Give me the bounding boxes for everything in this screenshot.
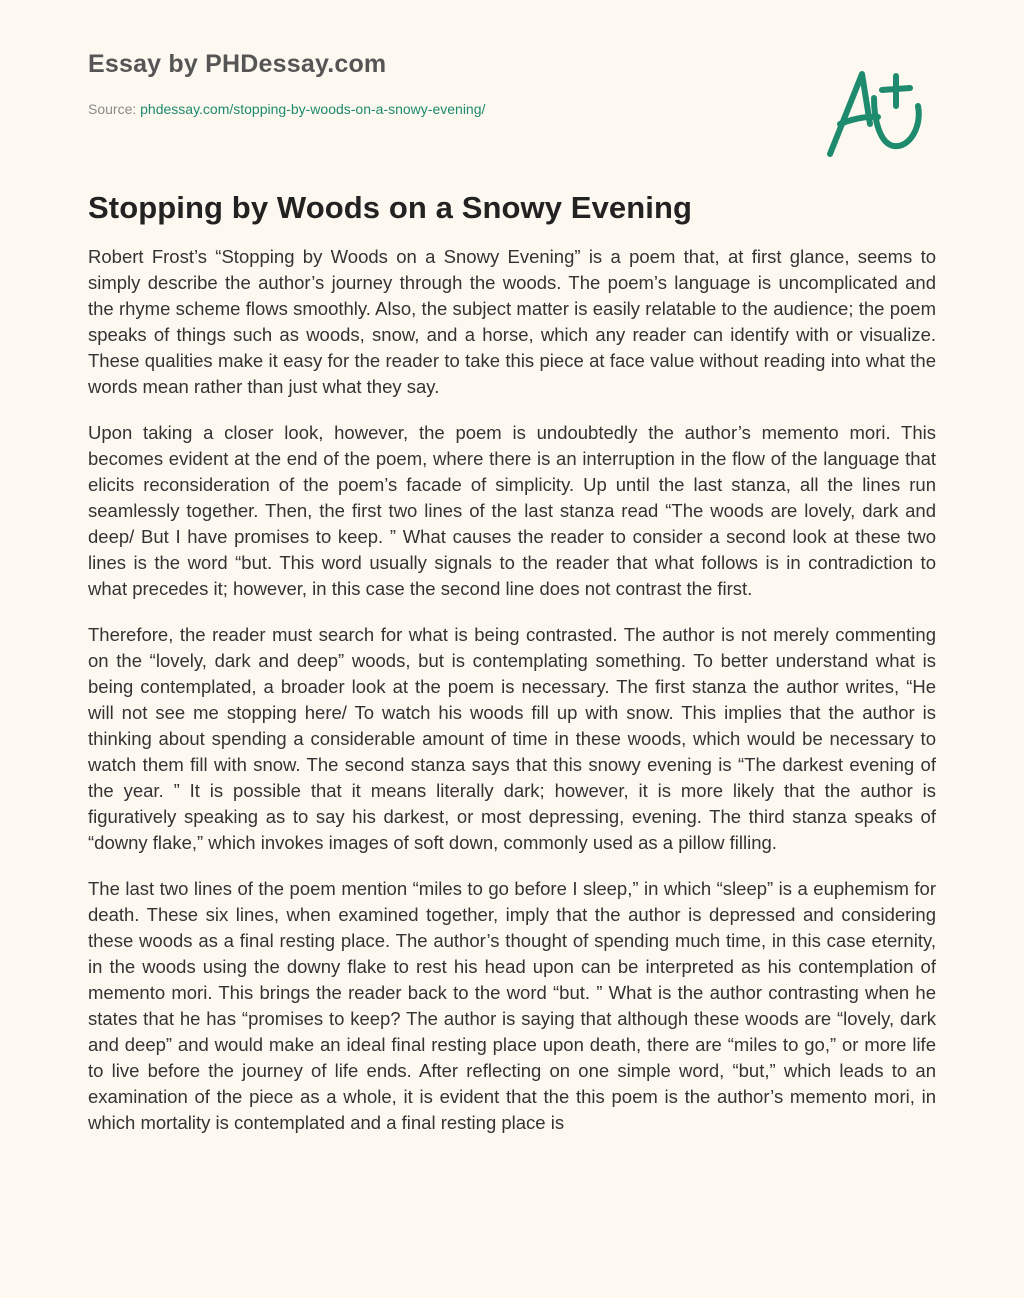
page-title: Stopping by Woods on a Snowy Evening (88, 190, 693, 225)
paragraph-4: The last two lines of the poem mention “miles to go before I sleep,” in which “sleep” is a euphemism for death. These six lines, when examined together, imply that the author is depressed and considering these woods as a final resting place. The author’s thought of spending much time, in this case eternity, in the woods using the downy flake to rest his head upon can be interpreted as his contemplation of memento mori. This brings the reader back to the word “but. ” What is the author contrasting when he states that he has “promises to keep? The author is saying that although these woods are “lovely, dark and deep” and would make an ideal final resting place upon death, there are “miles to go,” or more life to live before the journey of life ends. After reflecting on one simple word, “but,” which leads to an examination of the piece as a whole, it is evident that the this poem is the author’s memento mori, in which mortality is contemplated and a final resting place is (88, 878, 936, 1133)
paragraph-3: Therefore, the reader must search for what is being contrasted. The author is not merely commenting on the “lovely, dark and deep” woods, but is contemplating something. To better understand what is being contemplated, a broader look at the poem is necessary. The first stanza the author writes, “He will not see me stopping here/ To watch his woods fill up with snow. This implies that the author is thinking about spending a considerable amount of time in these woods, which would be necessary to watch them fill with snow. The second stanza says that this snowy evening is “The darkest evening of the year. ” It is possible that it means literally dark; however, it is more likely that the author is figuratively speaking as to say his darkest, or most depressing, evening. The third stanza speaks of “downy flake,” which invokes images of soft down, commonly used as a pillow filling. (88, 624, 936, 853)
paragraph-1: Robert Frost’s “Stopping by Woods on a Snowy Evening” is a poem that, at first glance, seems to simply describe the author’s journey through the woods. The poem’s language is uncomplicated and the rhyme scheme flows smoothly. Also, the subject matter is easily relatable to the audience; the poem speaks of things such as woods, snow, and a horse, which any reader can identify with or visualize. These qualities make it easy for the reader to take this piece at face value without reading into what the words mean rather than just what they say. (88, 246, 936, 397)
site-brand: Essay by PHDessay.com (88, 50, 387, 78)
essay-body (88, 244, 936, 1254)
a-plus-logo-icon (818, 62, 930, 162)
paragraph-2: Upon taking a closer look, however, the poem is undoubtedly the author’s memento mori. This becomes evident at the end of the poem, where there is an interruption in the flow of the language that elicits reconsideration of the poem’s facade of simplicity. Up until the last stanza, all the lines run seamlessly together. Then, the first two lines of the last stanza read “The woods are lovely, dark and deep/ But I have promises to keep. ” What causes the reader to consider a second look at these two lines is the word “but. This word usually signals to the reader that what follows is in contradiction to what precedes it; however, in this case the second line does not contrast the first. (88, 422, 936, 599)
source-label: Source: (88, 101, 141, 117)
source-link[interactable]: phdessay.com/stopping-by-woods-on-a-snowy-evening/ (140, 101, 486, 117)
source-line (88, 101, 485, 117)
